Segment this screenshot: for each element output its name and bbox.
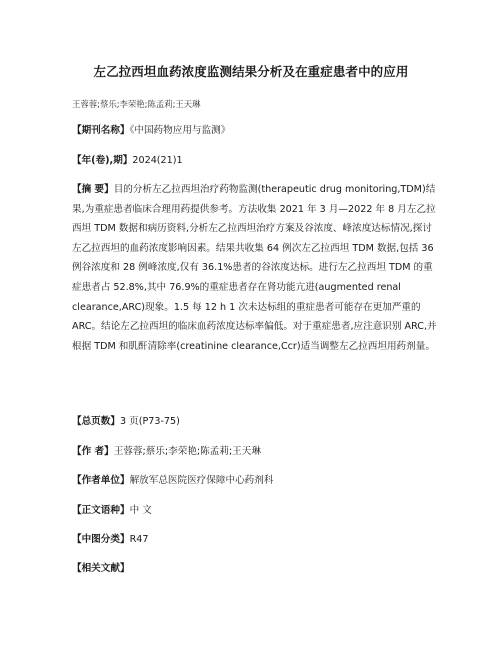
affiliation-value: 解放军总医院医疗保障中心药剂科 [129, 475, 274, 486]
language-label: 【正文语种】 [72, 505, 130, 516]
pages-value: 3 页(P73-75) [119, 416, 180, 427]
authors-line: 王蓉蓉;蔡乐;李荣艳;陈孟莉;王天琳 [72, 99, 201, 109]
year-issue-field [72, 151, 440, 171]
abstract-field [72, 180, 440, 356]
pages-label: 【总页数】 [72, 416, 120, 427]
affiliation-field [72, 471, 440, 491]
author-label: 【作 者】 [72, 446, 114, 457]
clc-field [72, 530, 440, 550]
related-label: 【相关文献】 [72, 563, 130, 574]
journal-label: 【期刊名称】 [72, 125, 130, 136]
author-value: 王蓉蓉;蔡乐;李荣艳;陈孟莉;王天琳 [113, 446, 261, 457]
clc-label: 【中图分类】 [72, 534, 130, 545]
related-field [72, 559, 440, 579]
abstract-label: 【摘 要】 [72, 184, 114, 195]
year-issue-value: 2024(21)1 [132, 155, 183, 166]
abstract-text: 目的分析左乙拉西坦治疗药物监测(therapeutic drug monitoring,TDM)结果,为重症患者临床合理用药提供参考。方法收集 2021 年 3 月—2022 年 8 月左乙拉西坦 TDM 数据和病历资料,分析左乙拉西坦治疗方案及谷浓度、峰浓度达标情况,探讨左乙拉西坦的血药浓度影响因素。结果共收集 64 例次左乙拉西坦 TDM 数据,包括 36 例谷浓度和 28 例峰浓度,仅有 36.1%患者的谷浓度达标。进行左乙拉西坦 TDM 的重症患者占 52.8%,其中 76.9%的重症患者存在肾功能亢进(augmented renal clearance,ARC)现象。1.5 每 12 h 1 次未达标组的重症患者可能存在更加严重的 ARC。结论左乙拉西坦的临床血药浓度达标率偏低。对于重症患者,应注意识别 ARC,并根据 TDM 和肌酐清除率(creatinine clearance,Ccr)适当调整左乙拉西坦用药剂量。 [72, 184, 437, 352]
journal-field [72, 121, 440, 141]
page-title: 左乙拉西坦血药浓度监测结果分析及在重症患者中的应用 [93, 64, 409, 79]
language-value: 中 文 [129, 505, 152, 516]
year-issue-label: 【年(卷),期】 [72, 155, 133, 166]
journal-value: 《中国药物应用与监测》 [129, 125, 231, 136]
pages-field [72, 412, 440, 432]
affiliation-label: 【作者单位】 [72, 475, 130, 486]
clc-value: R47 [129, 534, 149, 545]
author-field [72, 442, 440, 462]
language-field [72, 501, 440, 521]
